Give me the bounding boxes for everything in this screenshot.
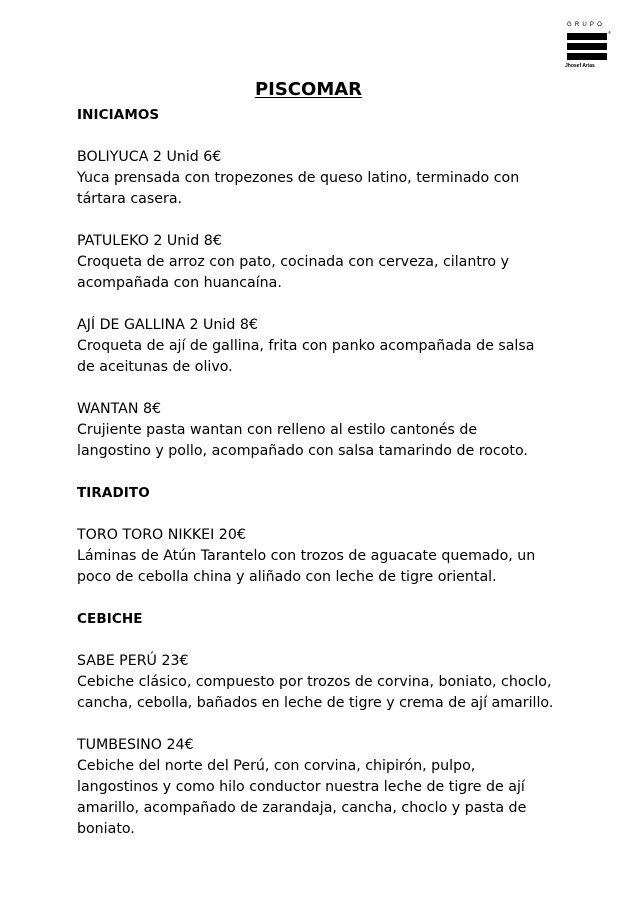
item-description-line: poco de cebolla china y aliñado con leche de tigre oriental. <box>77 569 497 585</box>
menu-item <box>77 735 577 840</box>
menu-item <box>77 231 577 294</box>
logo-bottom-text: Jhosef Arias <box>565 63 595 69</box>
item-description-line: Láminas de Atún Tarantelo con trozos de aguacate quemado, un <box>77 548 536 564</box>
section-heading: INICIAMOS <box>77 107 160 123</box>
logo-top-text: GRUPO <box>567 22 606 28</box>
section-heading: CEBICHE <box>77 611 143 627</box>
item-description-line: acompañada con huancaína. <box>77 275 282 291</box>
item-description-line: langostinos y como hilo conductor nuestra leche de tigre de ají <box>77 779 525 795</box>
item-name: BOLIYUCA 2 Unid 6€ <box>77 149 222 165</box>
item-name: PATULEKO 2 Unid 8€ <box>77 233 222 249</box>
item-description-line: amarillo, acompañado de zarandaja, cancha, choclo y pasta de <box>77 800 527 816</box>
menu-item <box>77 651 577 714</box>
item-name: AJÍ DE GALLINA 2 Unid 8€ <box>77 317 258 333</box>
menu-item <box>77 147 577 210</box>
item-description-line: Croqueta de ají de gallina, frita con panko acompañada de salsa <box>77 338 535 354</box>
logo-bar <box>567 53 607 60</box>
item-name: WANTAN 8€ <box>77 401 162 417</box>
item-description-line: boniato. <box>77 821 135 837</box>
item-description-line: langostino y pollo, acompañado con salsa tamarindo de rocoto. <box>77 443 528 459</box>
page-title: PISCOMAR <box>254 79 363 100</box>
item-description-line: cancha, cebolla, bañados en leche de tigre y crema de ají amarillo. <box>77 695 554 711</box>
item-description-line: Cebiche del norte del Perú, con corvina, chipirón, pulpo, <box>77 758 476 774</box>
item-name: SABE PERÚ 23€ <box>77 653 189 669</box>
menu-section <box>77 483 577 588</box>
logo-registered-mark: ® <box>608 30 611 35</box>
menu-item <box>77 399 577 462</box>
item-description-line: Cebiche clásico, compuesto por trozos de corvina, boniato, choclo, <box>77 674 552 690</box>
logo-bar <box>567 33 607 40</box>
item-description-line: Croqueta de arroz con pato, cocinada con cerveza, cilantro y <box>77 254 510 270</box>
item-description-line: Crujiente pasta wantan con relleno al estilo cantonés de <box>77 422 478 438</box>
item-description-line: Yuca prensada con tropezones de queso latino, terminado con <box>77 170 520 186</box>
item-description-line: tártara casera. <box>77 191 183 207</box>
brand-logo <box>562 22 612 80</box>
menu-item <box>77 525 577 588</box>
logo-bar <box>567 43 607 50</box>
item-name: TORO TORO NIKKEI 20€ <box>77 527 246 543</box>
menu-item <box>77 315 577 378</box>
section-heading: TIRADITO <box>77 485 150 501</box>
item-name: TUMBESINO 24€ <box>77 737 194 753</box>
item-description-line: de aceitunas de olivo. <box>77 359 233 375</box>
menu-section <box>77 609 577 840</box>
menu-content <box>77 105 577 861</box>
menu-section <box>77 105 577 462</box>
